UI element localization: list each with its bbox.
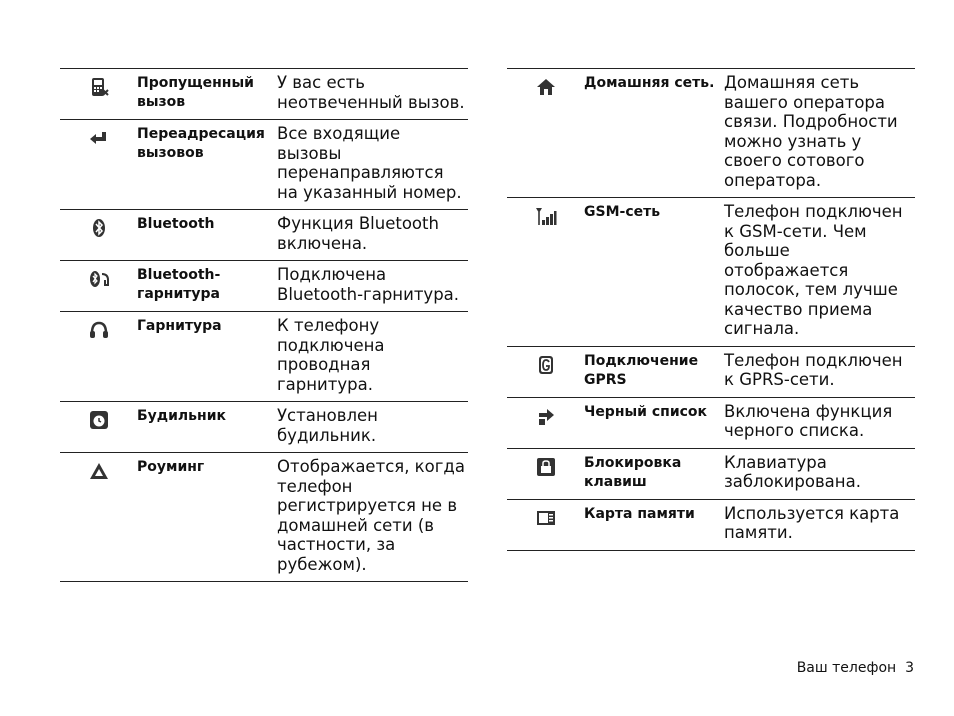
icon-description: Клавиатура заблокирована. <box>724 452 861 491</box>
icon-name: Роуминг <box>137 459 205 475</box>
icon-name: Подключение GPRS <box>584 352 699 388</box>
right-icon-table <box>507 68 915 551</box>
keypad-lock-icon <box>507 453 584 492</box>
alarm-icon <box>60 406 137 445</box>
page-footer <box>797 660 914 676</box>
icon-description: Домашняя сеть вашего оператора связи. Подробности можно узнать у своего сотового оператора. <box>724 73 898 190</box>
icon-description: Подключена Bluetooth-гарнитура. <box>277 265 460 304</box>
icon-name: GSM-сеть <box>584 204 661 220</box>
gsm-signal-icon <box>507 202 584 339</box>
icon-description: Установлен будильник. <box>277 406 378 445</box>
icon-description: Включена функция черного списка. <box>724 401 893 440</box>
call-forward-icon <box>60 124 137 202</box>
table-row <box>60 452 468 582</box>
icon-name: Переадресация вызовов <box>137 126 265 161</box>
icon-name: Домашняя сеть. <box>584 75 715 91</box>
table-row <box>507 448 915 499</box>
page-number: 3 <box>905 660 914 676</box>
table-row <box>507 68 915 197</box>
icon-description: Телефон подключен к GPRS-сети. <box>724 350 903 389</box>
table-row <box>507 346 915 397</box>
blacklist-icon <box>507 402 584 441</box>
roaming-icon <box>60 457 137 574</box>
bluetooth-headset-icon <box>60 265 137 304</box>
icon-description: Функция Bluetooth включена. <box>277 214 439 253</box>
gprs-icon <box>507 351 584 390</box>
icon-description: Телефон подключен к GSM-сети. Чем больше отображается полосок, тем лучше качество приема сигнала. <box>724 202 903 338</box>
table-row <box>507 197 915 346</box>
table-row <box>60 260 468 311</box>
icon-name: Bluetooth-гарнитура <box>137 267 221 302</box>
icon-description: Все входящие вызовы перенаправляются на указанный номер. <box>277 124 462 202</box>
icon-name: Карта памяти <box>584 505 695 522</box>
icon-name: Пропущенный вызов <box>137 75 254 110</box>
missed-call-icon <box>60 73 137 112</box>
section-title: Ваш телефон <box>796 660 897 676</box>
home-network-icon <box>507 73 584 190</box>
icon-name: Bluetooth <box>137 216 215 232</box>
icon-name: Будильник <box>137 408 227 424</box>
table-row <box>60 209 468 260</box>
icon-description: Используется карта памяти. <box>724 503 900 542</box>
icon-name: Черный список <box>584 403 708 420</box>
table-row <box>507 397 915 448</box>
icon-description: У вас есть неотвеченный вызов. <box>277 73 465 112</box>
table-row <box>60 401 468 452</box>
table-row <box>60 311 468 401</box>
table-row <box>60 68 468 119</box>
memory-card-icon <box>507 504 584 543</box>
table-row <box>507 499 915 551</box>
bluetooth-icon <box>60 214 137 253</box>
icon-name: Блокировка клавиш <box>584 454 682 490</box>
headset-icon <box>60 316 137 394</box>
table-row <box>60 119 468 209</box>
icon-name: Гарнитура <box>137 318 222 334</box>
icon-description: К телефону подключена проводная гарнитура. <box>277 316 385 394</box>
icon-description: Отображается, когда телефон регистрируется не в домашней сети (в частности, за рубежом). <box>277 457 465 574</box>
left-icon-table <box>60 68 468 582</box>
